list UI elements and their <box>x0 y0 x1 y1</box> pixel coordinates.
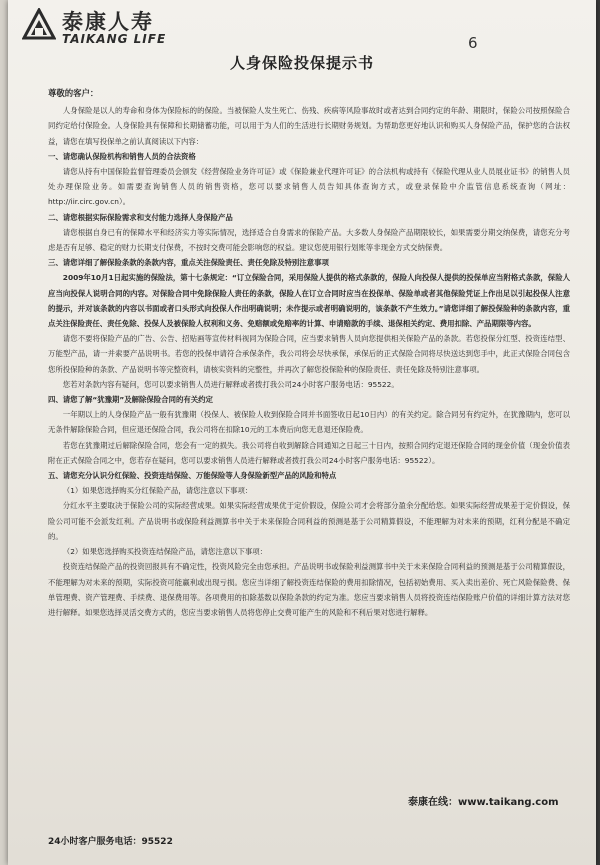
section-heading-4: 四、请您了解“犹豫期”及解除保险合同的有关约定 <box>48 395 213 405</box>
section-5-item-2-text: 投资连结保险产品的投资回报具有不确定性，投资风险完全由您承担。产品说明书或保险利益测算书中关于未来保险合同利益的预测是基于公司精算假设，不能理解为对未来的预期，实际投资可能赢利或出现亏损。您应当详细了解投资连结保险的费用扣除情况，包括初始费用、买入卖出差价、死亡风险保险费、保单管理费、资产管理费、手续费、退保费用等。各项费用的扣除基数以保险条款的约定为准。您应当要求销售人员将投资连结保险账户价值的详细计算方法对您进行解释。如果您选择灵活交费方式的，您应当要求销售人员将您停止交费可能产生的风险和不利后果对您进行解释。 <box>48 562 570 617</box>
section-5-item-2: （2）如果您选择购买投资连结保险产品，请您注意以下事项： <box>62 547 268 557</box>
section-heading-5: 五、请您充分认识分红保险、投资连结保险、万能保险等人身保险新型产品的风险和特点 <box>48 471 337 481</box>
hotline-text: 24小时客户服务电话：95522 <box>48 837 173 847</box>
section-4-paragraph-2: 若您在犹豫期过后解除保险合同，您会有一定的损失。我公司将自收到解除合同通知之日起三十日内，按照合同约定退还保险合同的现金价值（现金价值表附在正式保险合同之中，您若存在疑问，您可以要求销售人员进行解释或者拨打我公司24小时客户服务电话：95522）。 <box>48 440 570 465</box>
page-number: 6 <box>468 34 478 52</box>
brand-name-cn: 泰康人寿 <box>62 9 154 34</box>
section-3-paragraph-3: 您若对条款内容有疑问，您可以要求销售人员进行解释或者拨打我公司24小时客户服务电话：95522。 <box>62 379 399 389</box>
brand-logo <box>22 6 212 52</box>
section-3-law-paragraph: 2009年10月1日起实施的保险法，第十七条规定：“订立保险合同，采用保险人提供的格式条款的，保险人向投保人提供的投保单应当附格式条款，保险人应当向投保人说明合同的内容。对保险合同中免除保险人责任的条款，保险人在订立合同时应当在投保单、保险单或者其他保险凭证上作出足以引起投保人注意的提示，并对该条款的内容以书面或者口头形式向投保人作出明确说明；未作提示或者明确说明的，该条款不产生效力。”请您详细了解投保险种的条款内容，重点关注保险责任、责任免除、投保人及被保险人权利和义务、免赔额或免赔率的计算、申请赔款的手续、退保相关约定、费用扣除、产品期限等内容。 <box>48 273 570 329</box>
section-heading-3: 三、请您详细了解保险条款的条款内容，重点关注保险责任、责任免除及特别注意事项 <box>48 258 329 268</box>
greeting: 尊敬的客户： <box>48 88 99 98</box>
section-2-paragraph: 请您根据自身已有的保障水平和经济实力等实际情况，选择适合自身需求的保险产品。大多数人身保险产品期限较长，如果需要分期交纳保费，请您充分考虑是否有足够、稳定的财力长期支付保费，不按时交费可能会影响您的权益。建议您使用银行划账等非现金方式交纳保费。 <box>48 227 570 253</box>
brand-name-en: TAIKANG LIFE <box>62 32 167 46</box>
section-3-paragraph-2: 请您不要将保险产品的广告、公告、招贴画等宣传材料视同为保险合同，应当要求销售人员向您提供相关保险产品的条款。若您投保分红型、投资连结型、万能型产品，请一并索要产品说明书。若您的投保申请符合承保条件，我公司将会尽快承保，承保后的正式保险合同将尽快送达到您手中，此正式保险合同包含您所投保险种的条款、产品说明书等完整资料，请核实资料的完整性，并再次了解您投保险种的保险责任、责任免除及特别注意事项。 <box>48 334 570 374</box>
section-5-item-1: （1）如果您选择购买分红保险产品，请您注意以下事项： <box>62 486 253 496</box>
website-link[interactable]: 泰康在线：www.taikang.com <box>408 797 559 808</box>
section-5-item-1-text: 分红水平主要取决于保险公司的实际经营成果。如果实际经营成果优于定价假设，保险公司才会将部分盈余分配给您。如果实际经营成果差于定价假设，保险公司可能不会派发红利。产品说明书或保险利益测算书中关于未来保险合同利益的预测是基于公司精算假设，不能理解为对未来的预期，红利分配是不确定的。 <box>48 501 570 541</box>
document-body <box>48 86 570 620</box>
document-sheet <box>8 0 596 865</box>
document-title: 人身保险投保提示书 <box>229 54 374 72</box>
intro-paragraph: 人身保险是以人的寿命和身体为保险标的的保险。当被保险人发生死亡、伤残、疾病等风险事故时或者达到合同约定的年龄、期限时，保险公司按照保险合同约定给付保险金。人身保险具有保障和长期储蓄功能，可以用于为人们的生活进行长期财务规划。为帮助您更好地认识和购买人身保险产品，保护您的合法权益，请您在填写投保单之前认真阅读以下内容： <box>48 106 570 146</box>
section-4-paragraph-1: 一年期以上的人身保险产品一般有犹豫期（投保人、被保险人收到保险合同并书面签收日起10日内）的有关约定。除合同另有约定外，在犹豫期内，您可以无条件解除保险合同，但应退还保险合同，我公司将在扣除10元的工本费后向您无息退还保险费。 <box>48 410 570 435</box>
section-heading-2: 二、请您根据实际保险需求和支付能力选择人身保险产品 <box>48 212 233 222</box>
taikang-logo-icon <box>22 8 56 42</box>
section-1-paragraph: 请您从持有中国保险监督管理委员会颁发《经营保险业务许可证》或《保险兼业代理许可证》的合法机构或持有《保险代理从业人员展业证书》的销售人员处办理保险业务。如需要查询销售人员的销售资格，您可以要求销售人员告知具体查询方式，或登录保险中介监管信息系统查询（网址：http://iir.circ.gov.cn）。 <box>48 167 570 207</box>
section-heading-1: 一、请您确认保险机构和销售人员的合法资格 <box>48 151 196 161</box>
